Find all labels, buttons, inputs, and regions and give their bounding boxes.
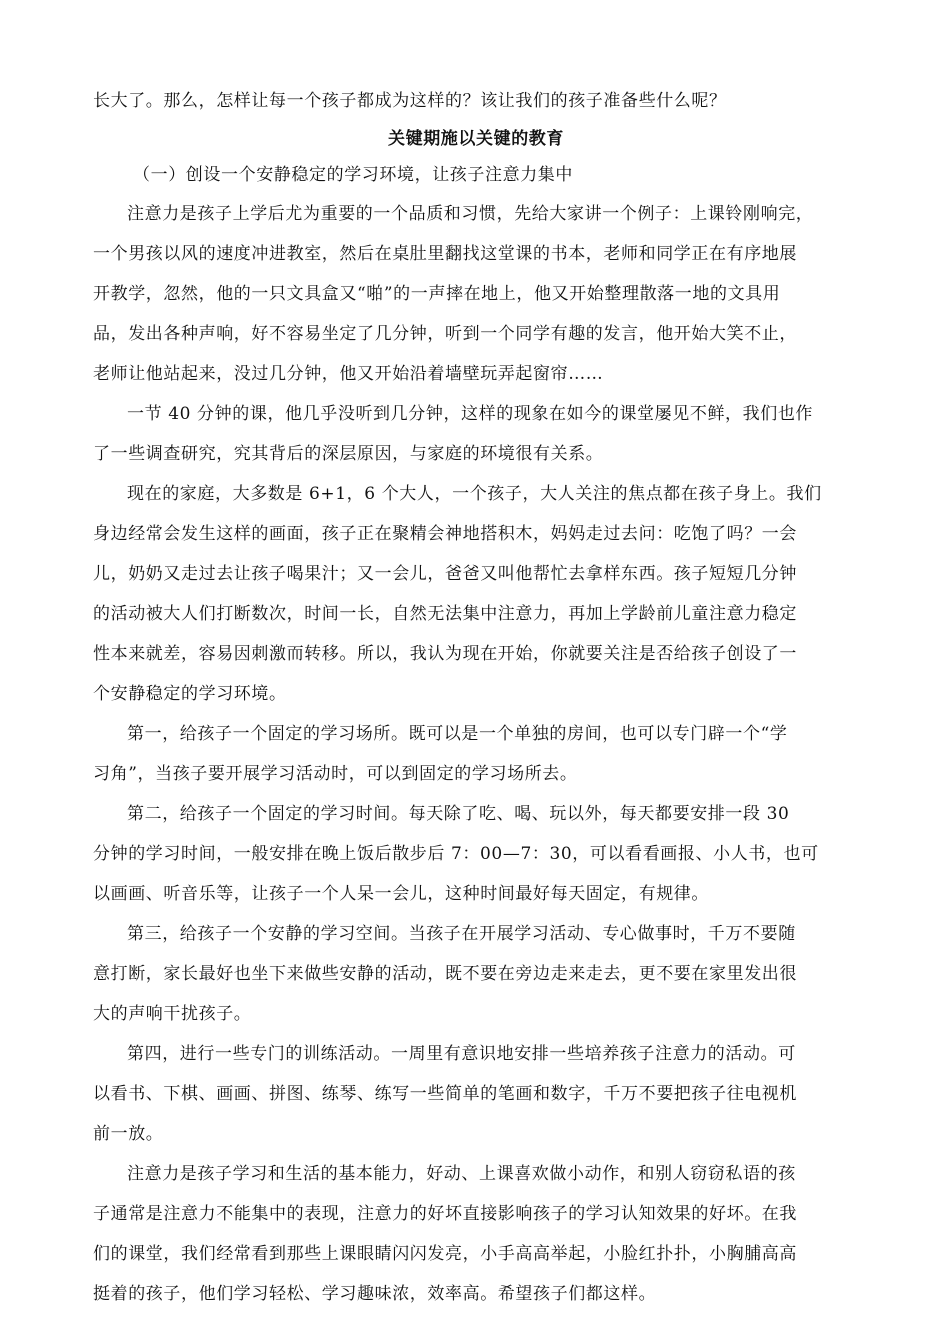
paragraph-line: 们的课堂，我们经常看到那些上课眼睛闪闪发亮，小手高高举起，小脸红扑扑，小胸脯高高: [93, 1244, 797, 1264]
paragraph-line: 子通常是注意力不能集中的表现，注意力的好坏直接影响孩子的学习认知效果的好坏。在我: [93, 1204, 797, 1224]
paragraph: [93, 474, 859, 714]
paragraph-line: 注意力是孩子学习和生活的基本能力，好动、上课喜欢做小动作，和别人窃窃私语的孩: [127, 1164, 796, 1184]
paragraph-line: 挺着的孩子，他们学习轻松、学习趣味浓，效率高。希望孩子们都这样。: [93, 1284, 657, 1304]
paragraph-line: 性本来就差，容易因刺激而转移。所以，我认为现在开始，你就要关注是否给孩子创设了一: [93, 644, 797, 664]
paragraph-line: 现在的家庭，大多数是 6+1，6 个大人，一个孩子，大人关注的焦点都在孩子身上。我们: [127, 484, 822, 504]
paragraph: [93, 1034, 859, 1154]
body-text: [93, 194, 859, 1314]
paragraph: [93, 194, 859, 394]
subsection-title: （一）创设一个安静稳定的学习环境，让孩子注意力集中: [133, 165, 573, 185]
paragraph: [93, 714, 859, 794]
paragraph-line: 意打断，家长最好也坐下来做些安静的活动，既不要在旁边走来走去，更不要在家里发出很: [93, 964, 797, 984]
paragraph-line: 一节 40 分钟的课，他几乎没听到几分钟，这样的现象在如今的课堂屡见不鲜，我们也作: [127, 404, 814, 424]
paragraph-line: 身边经常会发生这样的画面，孩子正在聚精会神地搭积木，妈妈走过去问：吃饱了吗？一会: [93, 524, 797, 544]
paragraph-line: 分钟的学习时间，一般安排在晚上饭后散步后 7：00—7：30，可以看看画报、小人书，也可: [93, 844, 819, 864]
paragraph: [93, 1154, 859, 1314]
intro-line: 长大了。那么，怎样让每一个孩子都成为这样的？该让我们的孩子准备些什么呢？: [93, 91, 727, 111]
paragraph-line: 第三，给孩子一个安静的学习空间。当孩子在开展学习活动、专心做事时，千万不要随: [127, 924, 796, 944]
paragraph-line: 儿，奶奶又走过去让孩子喝果汁；又一会儿，爸爸又叫他帮忙去拿样东西。孩子短短几分钟: [93, 564, 797, 584]
document-page: [93, 81, 859, 1314]
section-title: 关键期施以关键的教育: [388, 129, 564, 149]
paragraph: [93, 794, 859, 914]
paragraph-line: 第四，进行一些专门的训练活动。一周里有意识地安排一些培养孩子注意力的活动。可: [127, 1044, 796, 1064]
paragraph-line: 大的声响干扰孩子。: [93, 1004, 252, 1024]
paragraph-line: 了一些调查研究，究其背后的深层原因，与家庭的环境很有关系。: [93, 444, 604, 464]
paragraph-line: 以看书、下棋、画画、拼图、练琴、练写一些简单的笔画和数字，千万不要把孩子往电视机: [93, 1084, 797, 1104]
paragraph-line: 习角”，当孩子要开展学习活动时，可以到固定的学习场所去。: [93, 764, 578, 784]
paragraph-line: 开教学，忽然，他的一只文具盒又“啪”的一声摔在地上，他又开始整理散落一地的文具用: [93, 284, 781, 304]
paragraph-line: 前一放。: [93, 1124, 164, 1144]
paragraph-line: 品，发出各种声响，好不容易坐定了几分钟，听到一个同学有趣的发言，他开始大笑不止，: [93, 324, 797, 344]
paragraph-line: 以画画、听音乐等，让孩子一个人呆一会儿，这种时间最好每天固定，有规律。: [93, 884, 709, 904]
paragraph-line: 个安静稳定的学习环境。: [93, 684, 287, 704]
paragraph-line: 老师让他站起来，没过几分钟，他又开始沿着墙壁玩弄起窗帘……: [93, 364, 604, 384]
paragraph: [93, 394, 859, 474]
paragraph-line: 的活动被大人们打断数次，时间一长，自然无法集中注意力，再加上学龄前儿童注意力稳定: [93, 604, 797, 624]
paragraph: [93, 914, 859, 1034]
paragraph-line: 注意力是孩子上学后尤为重要的一个品质和习惯，先给大家讲一个例子：上课铃刚响完，: [127, 204, 814, 224]
paragraph-line: 一个男孩以风的速度冲进教室，然后在桌肚里翻找这堂课的书本，老师和同学正在有序地展: [93, 244, 797, 264]
paragraph-line: 第二，给孩子一个固定的学习时间。每天除了吃、喝、玩以外，每天都要安排一段 30: [127, 804, 790, 824]
paragraph-line: 第一，给孩子一个固定的学习场所。既可以是一个单独的房间，也可以专门辟一个“学: [127, 724, 788, 744]
